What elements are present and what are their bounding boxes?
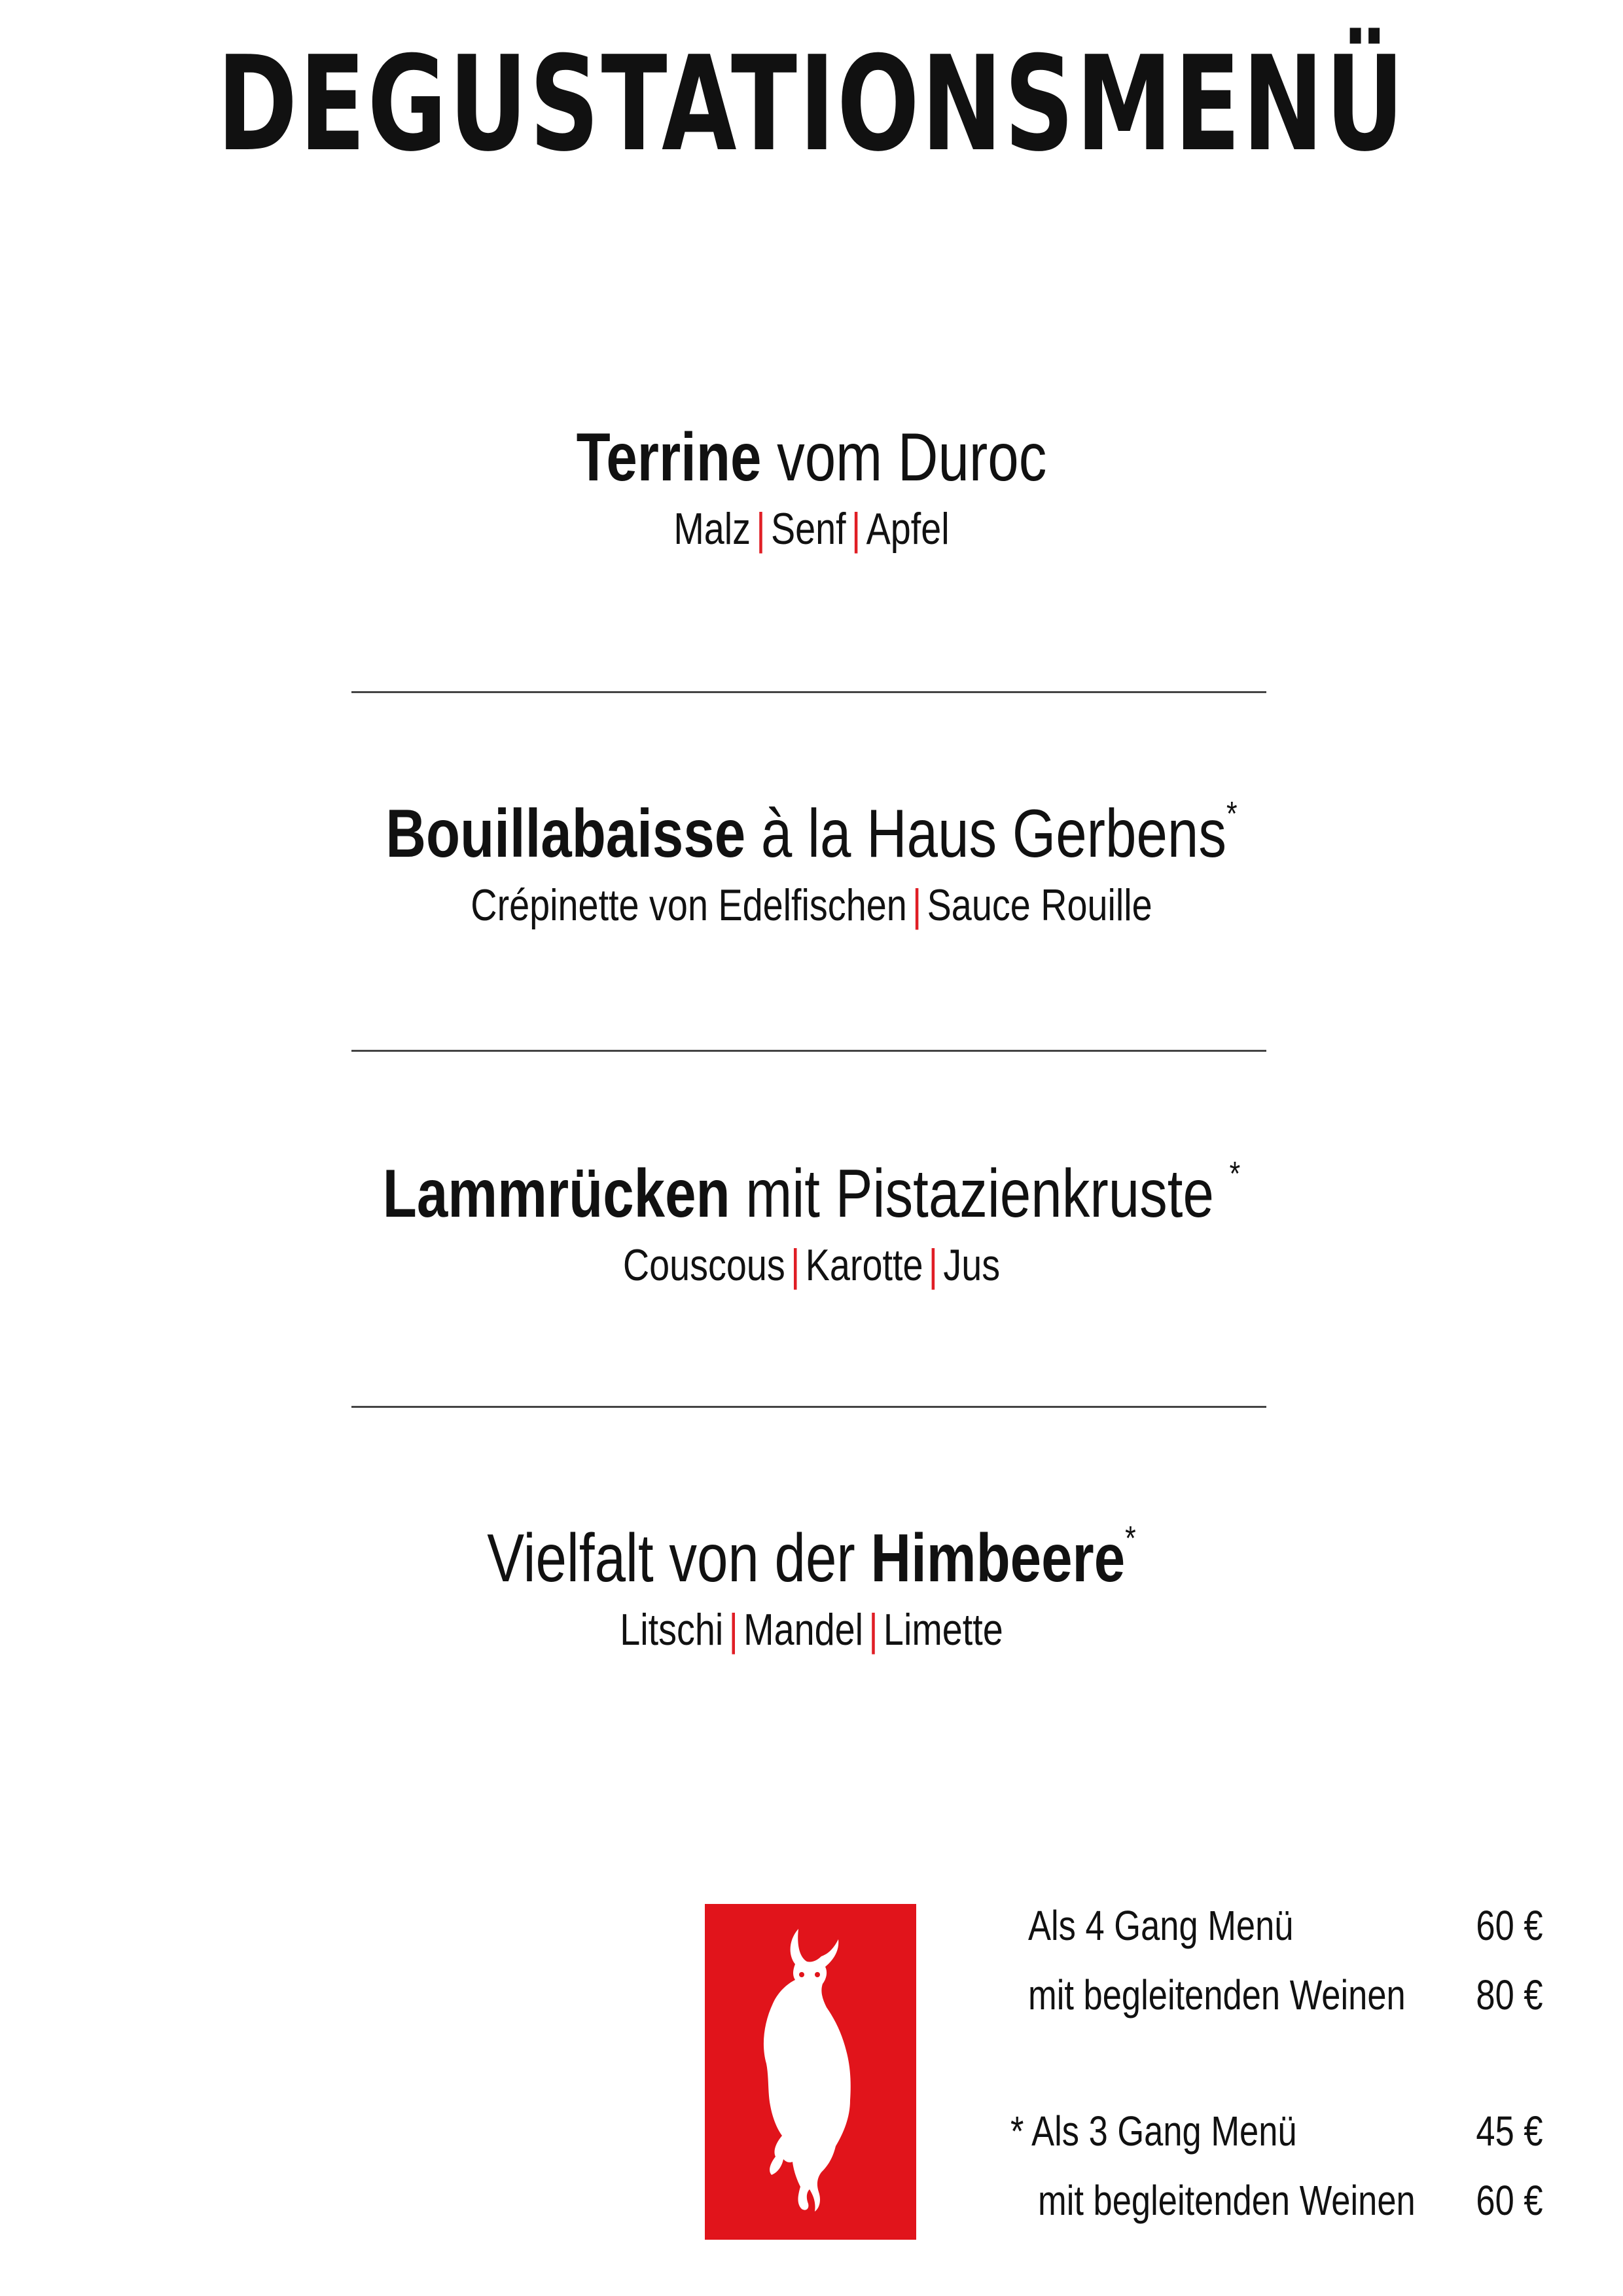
- course-4: [0, 1520, 1623, 1657]
- price-row: [1010, 2110, 1543, 2162]
- dish-name: Terrine: [576, 420, 762, 495]
- course-3: [0, 1155, 1623, 1292]
- side-item: Karotte: [805, 1240, 923, 1290]
- side-item: Couscous: [622, 1240, 785, 1290]
- side-separator: |: [868, 1604, 878, 1655]
- bull-silhouette-icon: [705, 1904, 916, 2240]
- dish-description: à la Haus Gerbens: [745, 796, 1226, 872]
- side-separator: |: [851, 503, 861, 554]
- side-item: Senf: [770, 503, 846, 554]
- price-value: 45 €: [1476, 2108, 1543, 2155]
- price-value: 60 €: [1476, 2177, 1543, 2224]
- side-separator: |: [728, 1604, 738, 1655]
- price-label: mit begleitenden Weinen: [1028, 1971, 1406, 2018]
- side-separator: |: [791, 1240, 800, 1290]
- dish-sides: [146, 1239, 1477, 1293]
- dish-title: [146, 1520, 1477, 1598]
- dish-marker: *: [1229, 1155, 1241, 1193]
- side-item: Limette: [883, 1604, 1003, 1655]
- divider-line: [351, 1406, 1266, 1408]
- price-label: * Als 3 Gang Menü: [1010, 2108, 1297, 2155]
- dish-description: vom Duroc: [761, 420, 1047, 495]
- dish-sides: [146, 503, 1477, 556]
- side-separator: |: [928, 1240, 938, 1290]
- side-item: Sauce Rouille: [927, 880, 1152, 930]
- side-item: Crépinette von Edelfischen: [471, 880, 907, 930]
- side-item: Apfel: [866, 503, 950, 554]
- side-separator: |: [756, 503, 766, 554]
- price-row: [1028, 1971, 1543, 2026]
- dish-name: Lammrücken: [382, 1156, 730, 1232]
- dish-title: [146, 1155, 1477, 1234]
- course-1: [0, 419, 1623, 556]
- dish-sides: [146, 1604, 1477, 1657]
- divider-line: [351, 1050, 1266, 1052]
- price-row: [1028, 1902, 1543, 1957]
- price-label: Als 4 Gang Menü: [1028, 1902, 1294, 1949]
- dish-marker: *: [1226, 795, 1238, 833]
- side-separator: |: [912, 880, 922, 930]
- side-item: Litschi: [620, 1604, 724, 1655]
- side-item: Jus: [943, 1240, 1001, 1290]
- menu-title: DEGUSTATIONSMENÜ: [217, 28, 1406, 181]
- dish-title: [146, 795, 1477, 874]
- side-item: Mandel: [743, 1604, 864, 1655]
- dish-prefix: Vielfalt von der: [487, 1520, 871, 1596]
- price-row: [1038, 2179, 1543, 2232]
- divider-line: [351, 691, 1266, 693]
- price-value: 80 €: [1476, 1971, 1543, 2018]
- dish-title: [146, 419, 1477, 497]
- course-2: [0, 795, 1623, 932]
- side-item: Malz: [673, 503, 751, 554]
- dish-name: Bouillabaisse: [385, 796, 746, 872]
- dish-marker: *: [1125, 1520, 1136, 1558]
- dish-name: Himbeere: [870, 1520, 1126, 1596]
- dish-description: mit Pistazienkruste: [730, 1156, 1230, 1232]
- price-label: mit begleitenden Weinen: [1038, 2177, 1416, 2224]
- price-value: 60 €: [1476, 1902, 1543, 1949]
- dish-sides: [146, 879, 1477, 933]
- restaurant-logo: [705, 1904, 916, 2240]
